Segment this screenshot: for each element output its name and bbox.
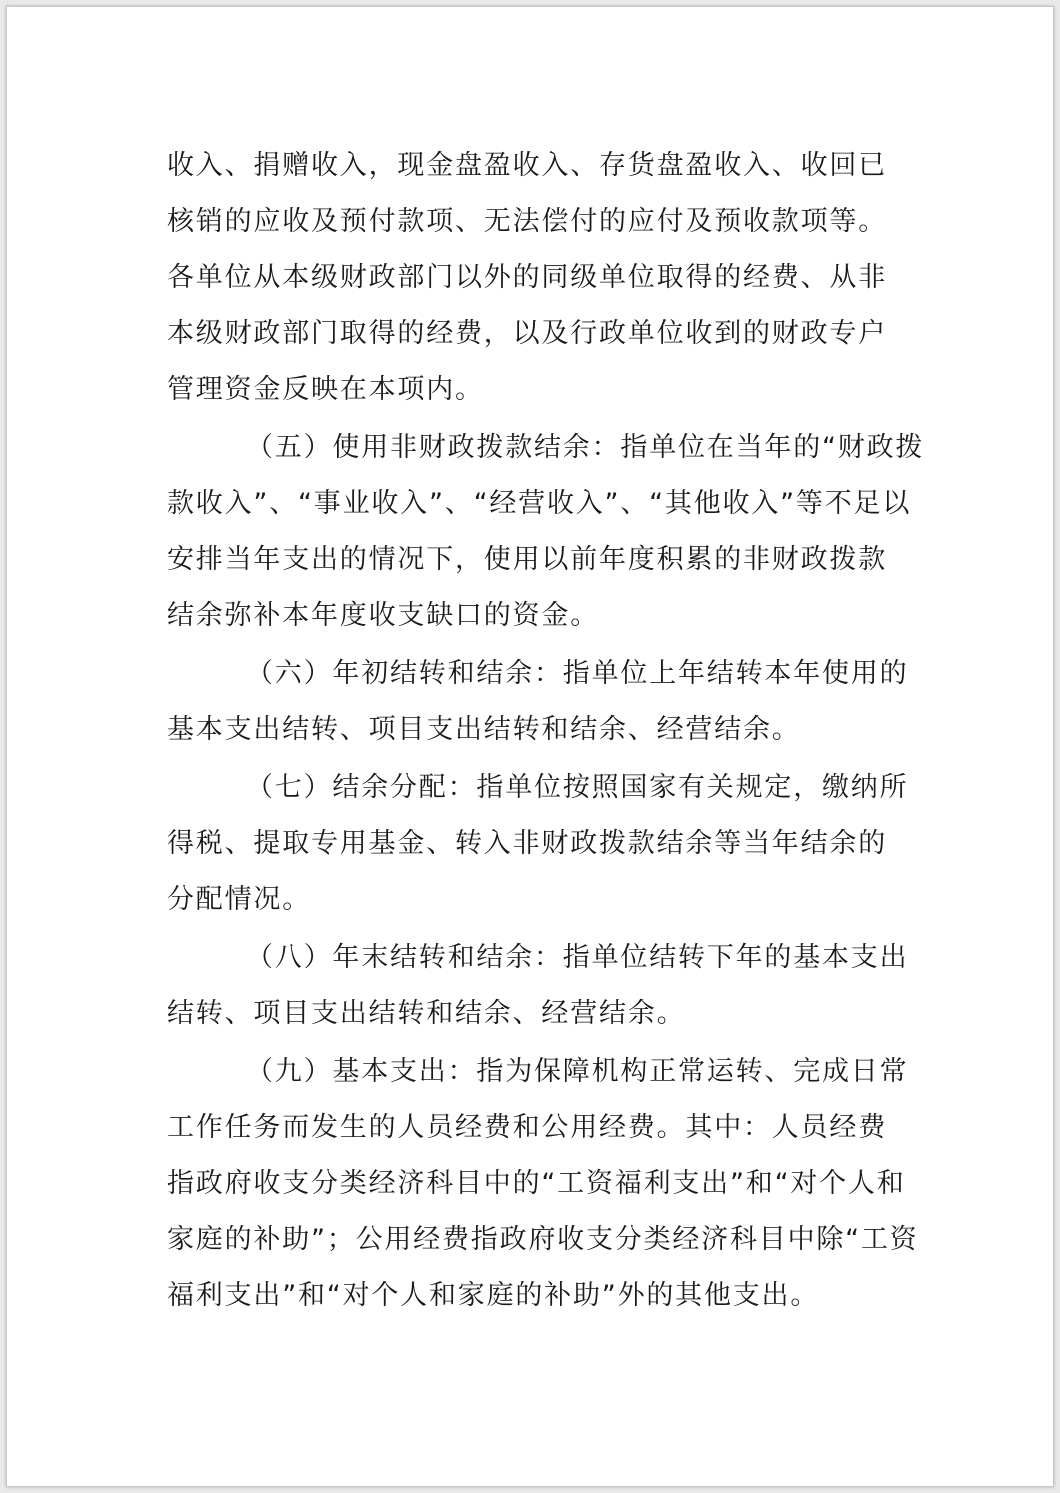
text-line: 收入、捐赠收入，现金盘盈收入、存货盘盈收入、收回已 [167,150,887,181]
text-line: 本级财政部门取得的经费，以及行政单位收到的财政专户 [167,318,887,349]
text-line: 福利支出”和“对个人和家庭的补助”外的其他支出。 [167,1280,820,1311]
text-line: 核销的应收及预付款项、无法偿付的应付及预收款项等。 [167,206,887,237]
text-line: 得税、提取专用基金、转入非财政拨款结余等当年结余的 [167,828,887,859]
text-line: 结余弥补本年度收支缺口的资金。 [167,600,599,631]
section-heading-six: （六）年初结转和结余：指单位上年结转本年使用的 [246,658,909,689]
text-line: 家庭的补助”；公用经费指政府收支分类经济科目中除“工资 [167,1224,919,1255]
section-heading-eight: （八）年末结转和结余：指单位结转下年的基本支出 [246,942,909,973]
document-body [167,138,925,1324]
text-line: 结转、项目支出结转和结余、经营结余。 [167,998,686,1029]
text-line: 款收入”、“事业收入”、“经营收入”、“其他收入”等不足以 [167,488,912,519]
document-page [6,6,1054,1487]
text-line: 分配情况。 [167,884,311,915]
text-line: 指政府收支分类经济科目中的“工资福利支出”和“对个人和 [167,1168,906,1199]
text-line: 基本支出结转、项目支出结转和结余、经营结余。 [167,714,801,745]
text-line: 各单位从本级财政部门以外的同级单位取得的经费、从非 [167,262,887,293]
section-heading-nine: （九）基本支出：指为保障机构正常运转、完成日常 [246,1056,909,1087]
text-line: 安排当年支出的情况下，使用以前年度积累的非财政拨款 [167,544,887,575]
section-heading-five: （五）使用非财政拨款结余：指单位在当年的“财政拨 [246,432,925,463]
section-heading-seven: （七）结余分配：指单位按照国家有关规定，缴纳所 [246,772,909,803]
text-line: 工作任务而发生的人员经费和公用经费。其中：人员经费 [167,1112,887,1143]
text-line: 管理资金反映在本项内。 [167,374,484,405]
